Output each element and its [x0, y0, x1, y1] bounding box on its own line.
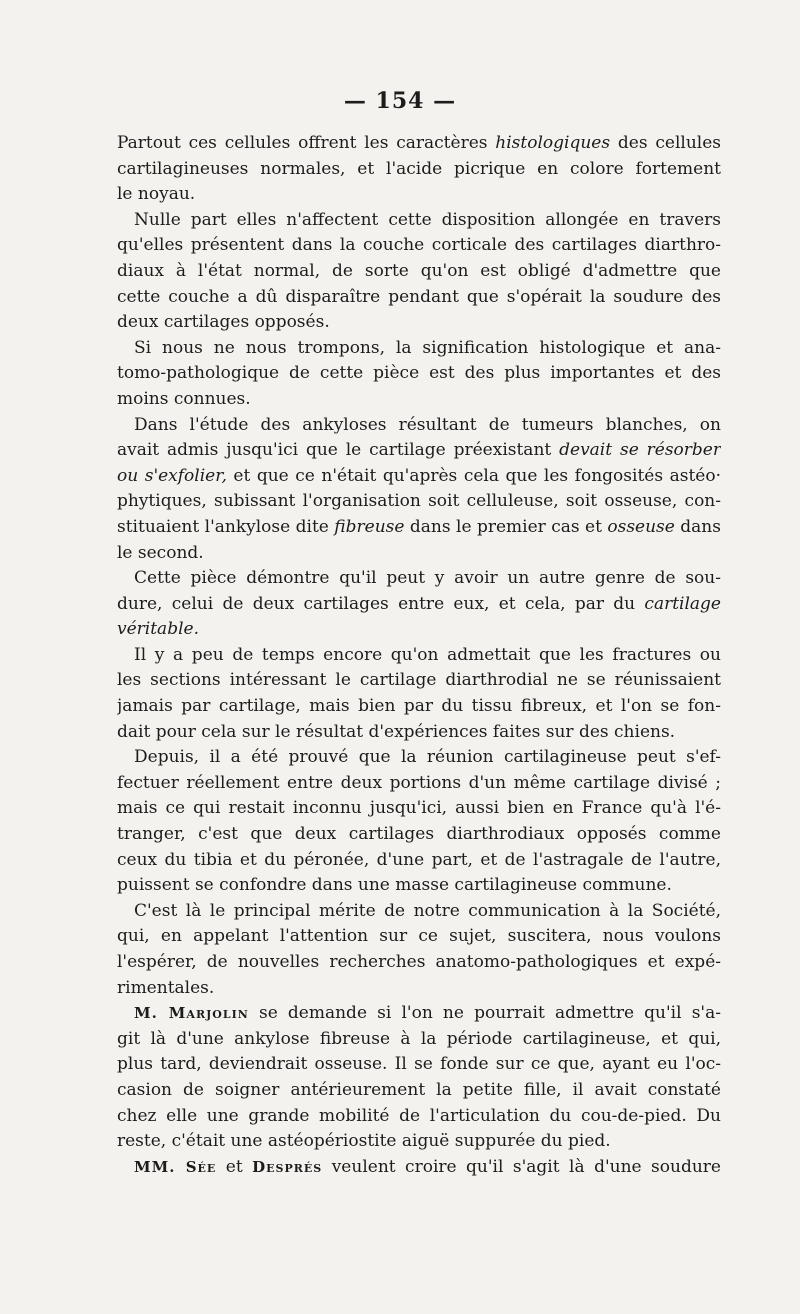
- paragraph: [117, 413, 721, 567]
- text-line: [117, 592, 721, 618]
- text-run: Dans l'étude des ankyloses résultant de tumeurs blanches, on: [134, 414, 721, 435]
- text-line: [117, 438, 721, 464]
- text-run: mais ce qui restait inconnu jusqu'ici, aussi bien en France qu'à l'é-: [117, 798, 721, 819]
- text-run: phytiques, subissant l'organisation soit celluleuse, soit osseuse, con-: [117, 491, 721, 512]
- text-line: [117, 745, 721, 771]
- text-run: des cellules: [610, 133, 721, 153]
- text-line: [117, 771, 721, 797]
- text-run: dait pour cela sur le résultat d'expériences faites sur des chiens.: [117, 721, 676, 742]
- italic-text: fibreuse: [334, 516, 405, 537]
- text-line: [117, 1001, 721, 1027]
- text-line: [117, 976, 721, 1002]
- text-run: Cette pièce démontre qu'il peut y avoir un autre genre de sou-: [134, 568, 721, 589]
- paragraph: [117, 899, 721, 1001]
- text-line: [117, 1155, 721, 1181]
- italic-text: devait se résorber: [559, 440, 721, 461]
- text-line: [117, 899, 721, 925]
- text-line: [117, 1129, 721, 1155]
- text-line: [117, 720, 721, 746]
- text-line: [117, 1052, 721, 1078]
- text-run: Nulle part elles n'affectent cette disposition allongée en travers: [134, 209, 721, 230]
- text-line: [117, 873, 721, 899]
- text-line: [117, 285, 721, 311]
- text-run: plus tard, deviendrait osseuse. Il se fonde sur ce que, ayant eu l'oc-: [117, 1054, 721, 1075]
- text-line: [117, 387, 721, 413]
- text-run: chez elle une grande mobilité de l'articulation du cou-de-pied. Du: [117, 1105, 721, 1126]
- speaker-name: Després: [252, 1157, 323, 1176]
- text-run: qu'elles présentent dans la couche corticale des cartilages diarthro-: [117, 235, 721, 256]
- text-run: Depuis, il a été prouvé que la réunion cartilagineuse peut s'ef-: [134, 747, 721, 768]
- paragraph: [117, 745, 721, 899]
- text-run: Partout ces cellules offrent les caractères: [117, 133, 496, 153]
- text-line: [117, 131, 721, 157]
- paragraph: [117, 1001, 721, 1155]
- text-run: le second.: [117, 542, 204, 563]
- text-run: le noyau.: [117, 184, 196, 205]
- paragraph: [117, 208, 721, 336]
- text-line: [117, 336, 721, 362]
- text-run: les sections intéressant le cartilage diarthrodial ne se réunissaient: [117, 670, 721, 691]
- text-line: [117, 566, 721, 592]
- text-run: Si nous ne nous trompons, la signification histologique et ana-: [134, 337, 721, 358]
- text-line: [117, 822, 721, 848]
- text-line: [117, 1027, 721, 1053]
- paragraph: [117, 1155, 721, 1181]
- text-line: [117, 233, 721, 259]
- paragraph: [117, 566, 721, 643]
- italic-text: histologiques: [495, 133, 611, 153]
- text-line: [117, 668, 721, 694]
- text-line: [117, 259, 721, 285]
- text-run: casion de soigner antérieurement la petite fille, il avait constaté: [117, 1079, 721, 1100]
- speaker-name: MM. Sée: [134, 1157, 217, 1176]
- text-line: [117, 182, 721, 208]
- body-text: [117, 131, 721, 1180]
- text-run: dans: [674, 516, 721, 537]
- text-run: cartilagineuses normales, et l'acide picrique en colore fortement: [117, 158, 721, 179]
- text-line: [117, 489, 721, 515]
- text-run: ceux du tibia et du péronée, d'une part, et de l'astragale de l'autre,: [117, 849, 721, 870]
- text-line: [117, 950, 721, 976]
- text-line: [117, 413, 721, 439]
- text-line: [117, 157, 721, 183]
- text-run: l'espérer, de nouvelles recherches anatomo-pathologiques et expé-: [117, 952, 721, 972]
- text-run: C'est là le principal mérite de notre communication à la Société,: [134, 900, 721, 921]
- text-line: [117, 1078, 721, 1104]
- text-run: moins connues.: [117, 388, 251, 409]
- italic-text: osseuse: [607, 516, 675, 537]
- paragraph: [117, 336, 721, 413]
- text-run: cette couche a dû disparaître pendant que s'opérait la soudure des: [117, 286, 721, 307]
- text-run: avait admis jusqu'ici que le cartilage préexistant: [117, 440, 560, 461]
- text-line: [117, 515, 721, 541]
- text-run: fectuer réellement entre deux portions d'un même cartilage divisé ;: [117, 772, 721, 793]
- text-run: puissent se confondre dans une masse cartilagineuse commune.: [117, 875, 672, 896]
- text-run: tomo-pathologique de cette pièce est des plus importantes et des: [117, 363, 721, 384]
- page-number: — 154 —: [343, 88, 457, 114]
- speaker-name: M. Marjolin: [134, 1004, 249, 1023]
- paragraph: [117, 643, 721, 745]
- text-line: [117, 361, 721, 387]
- text-run: se demande si l'on ne pourrait admettre qu'il s'a-: [248, 1003, 721, 1024]
- text-run: dans le premier cas et: [404, 516, 608, 537]
- italic-text: véritable.: [117, 619, 199, 640]
- text-run: qui, en appelant l'attention sur ce sujet, suscitera, nous voulons: [117, 926, 721, 947]
- text-run: jamais par cartilage, mais bien par du tissu fibreux, et l'on se fon-: [117, 696, 721, 717]
- text-run: rimentales.: [117, 977, 215, 998]
- text-run: git là d'une ankylose fibreuse à la période cartilagineuse, et qui,: [117, 1028, 721, 1049]
- italic-text: ou s'exfolier,: [117, 465, 227, 486]
- text-run: deux cartilages opposés.: [117, 312, 330, 333]
- text-run: Il y a peu de temps encore qu'on admettait que les fractures ou: [134, 644, 721, 665]
- text-line: [117, 796, 721, 822]
- text-line: [117, 1104, 721, 1130]
- text-run: et: [216, 1156, 253, 1177]
- text-run: dure, celui de deux cartilages entre eux, et cela, par du: [117, 593, 645, 614]
- text-line: [117, 643, 721, 669]
- text-run: diaux à l'état normal, de sorte qu'on est obligé d'admettre que: [117, 260, 721, 281]
- italic-text: cartilage: [644, 593, 721, 614]
- text-run: reste, c'était une astéopériostite aiguë suppurée du pied.: [117, 1131, 611, 1152]
- text-run: stituaient l'ankylose dite: [117, 516, 335, 537]
- paragraph: [117, 131, 721, 208]
- text-line: [117, 541, 721, 567]
- text-run: veulent croire qu'il s'agit là d'une soudure: [322, 1156, 721, 1177]
- text-line: [117, 464, 721, 490]
- text-run: tranger, c'est que deux cartilages diarthrodiaux opposés comme: [117, 824, 721, 845]
- text-run: et que ce n'était qu'après cela que les fongosités astéo·: [226, 465, 721, 486]
- text-line: [117, 310, 721, 336]
- text-line: [117, 208, 721, 234]
- text-line: [117, 617, 721, 643]
- text-line: [117, 694, 721, 720]
- text-line: [117, 848, 721, 874]
- text-line: [117, 924, 721, 950]
